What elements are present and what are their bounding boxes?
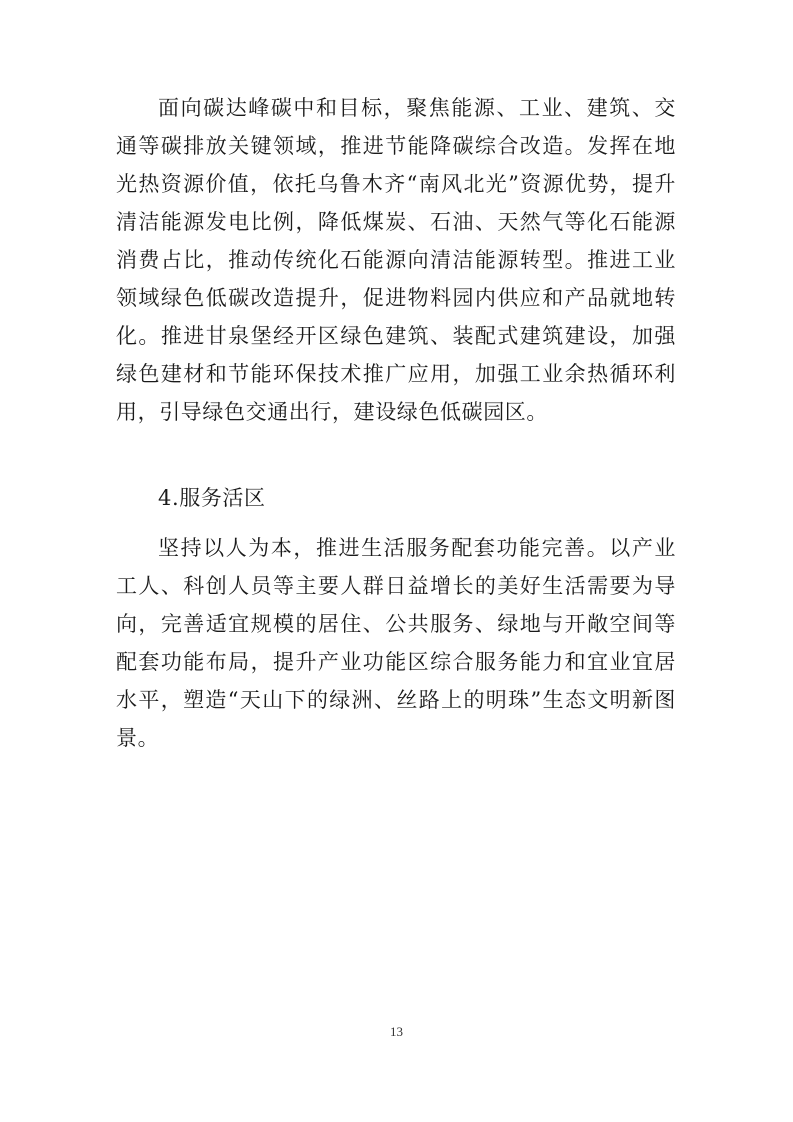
- page-number: 13: [390, 1024, 403, 1039]
- body-paragraph-service-area: 坚持以人为本，推进生活服务配套功能完善。以产业工人、科创人员等主要人群日益增长的美好生活需要为导向，完善适宜规模的居住、公共服务、绿地与开敞空间等配套功能布局，提升产业功能区综合服务能力和宜业宜居水平，塑造“天山下的绿洲、丝路上的明珠”生态文明新图景。: [116, 536, 676, 750]
- body-paragraph-green-low-carbon: 面向碳达峰碳中和目标，聚焦能源、工业、建筑、交通等碳排放关键领域，推进节能降碳综合改造。发挥在地光热资源价值，依托乌鲁木齐“南风北光”资源优势，提升清洁能源发电比例，降低煤炭、石油、天然气等化石能源消费占比，推动传统化石能源向清洁能源转型。推进工业领域绿色低碳改造提升，促进物料园内供应和产品就地转化。推进甘泉堡经开区绿色建筑、装配式建筑建设，加强绿色建材和节能环保技术推广应用，加强工业余热循环利用，引导绿色交通出行，建设绿色低碳园区。: [116, 96, 676, 424]
- section-heading: 4.服务活区: [158, 486, 266, 510]
